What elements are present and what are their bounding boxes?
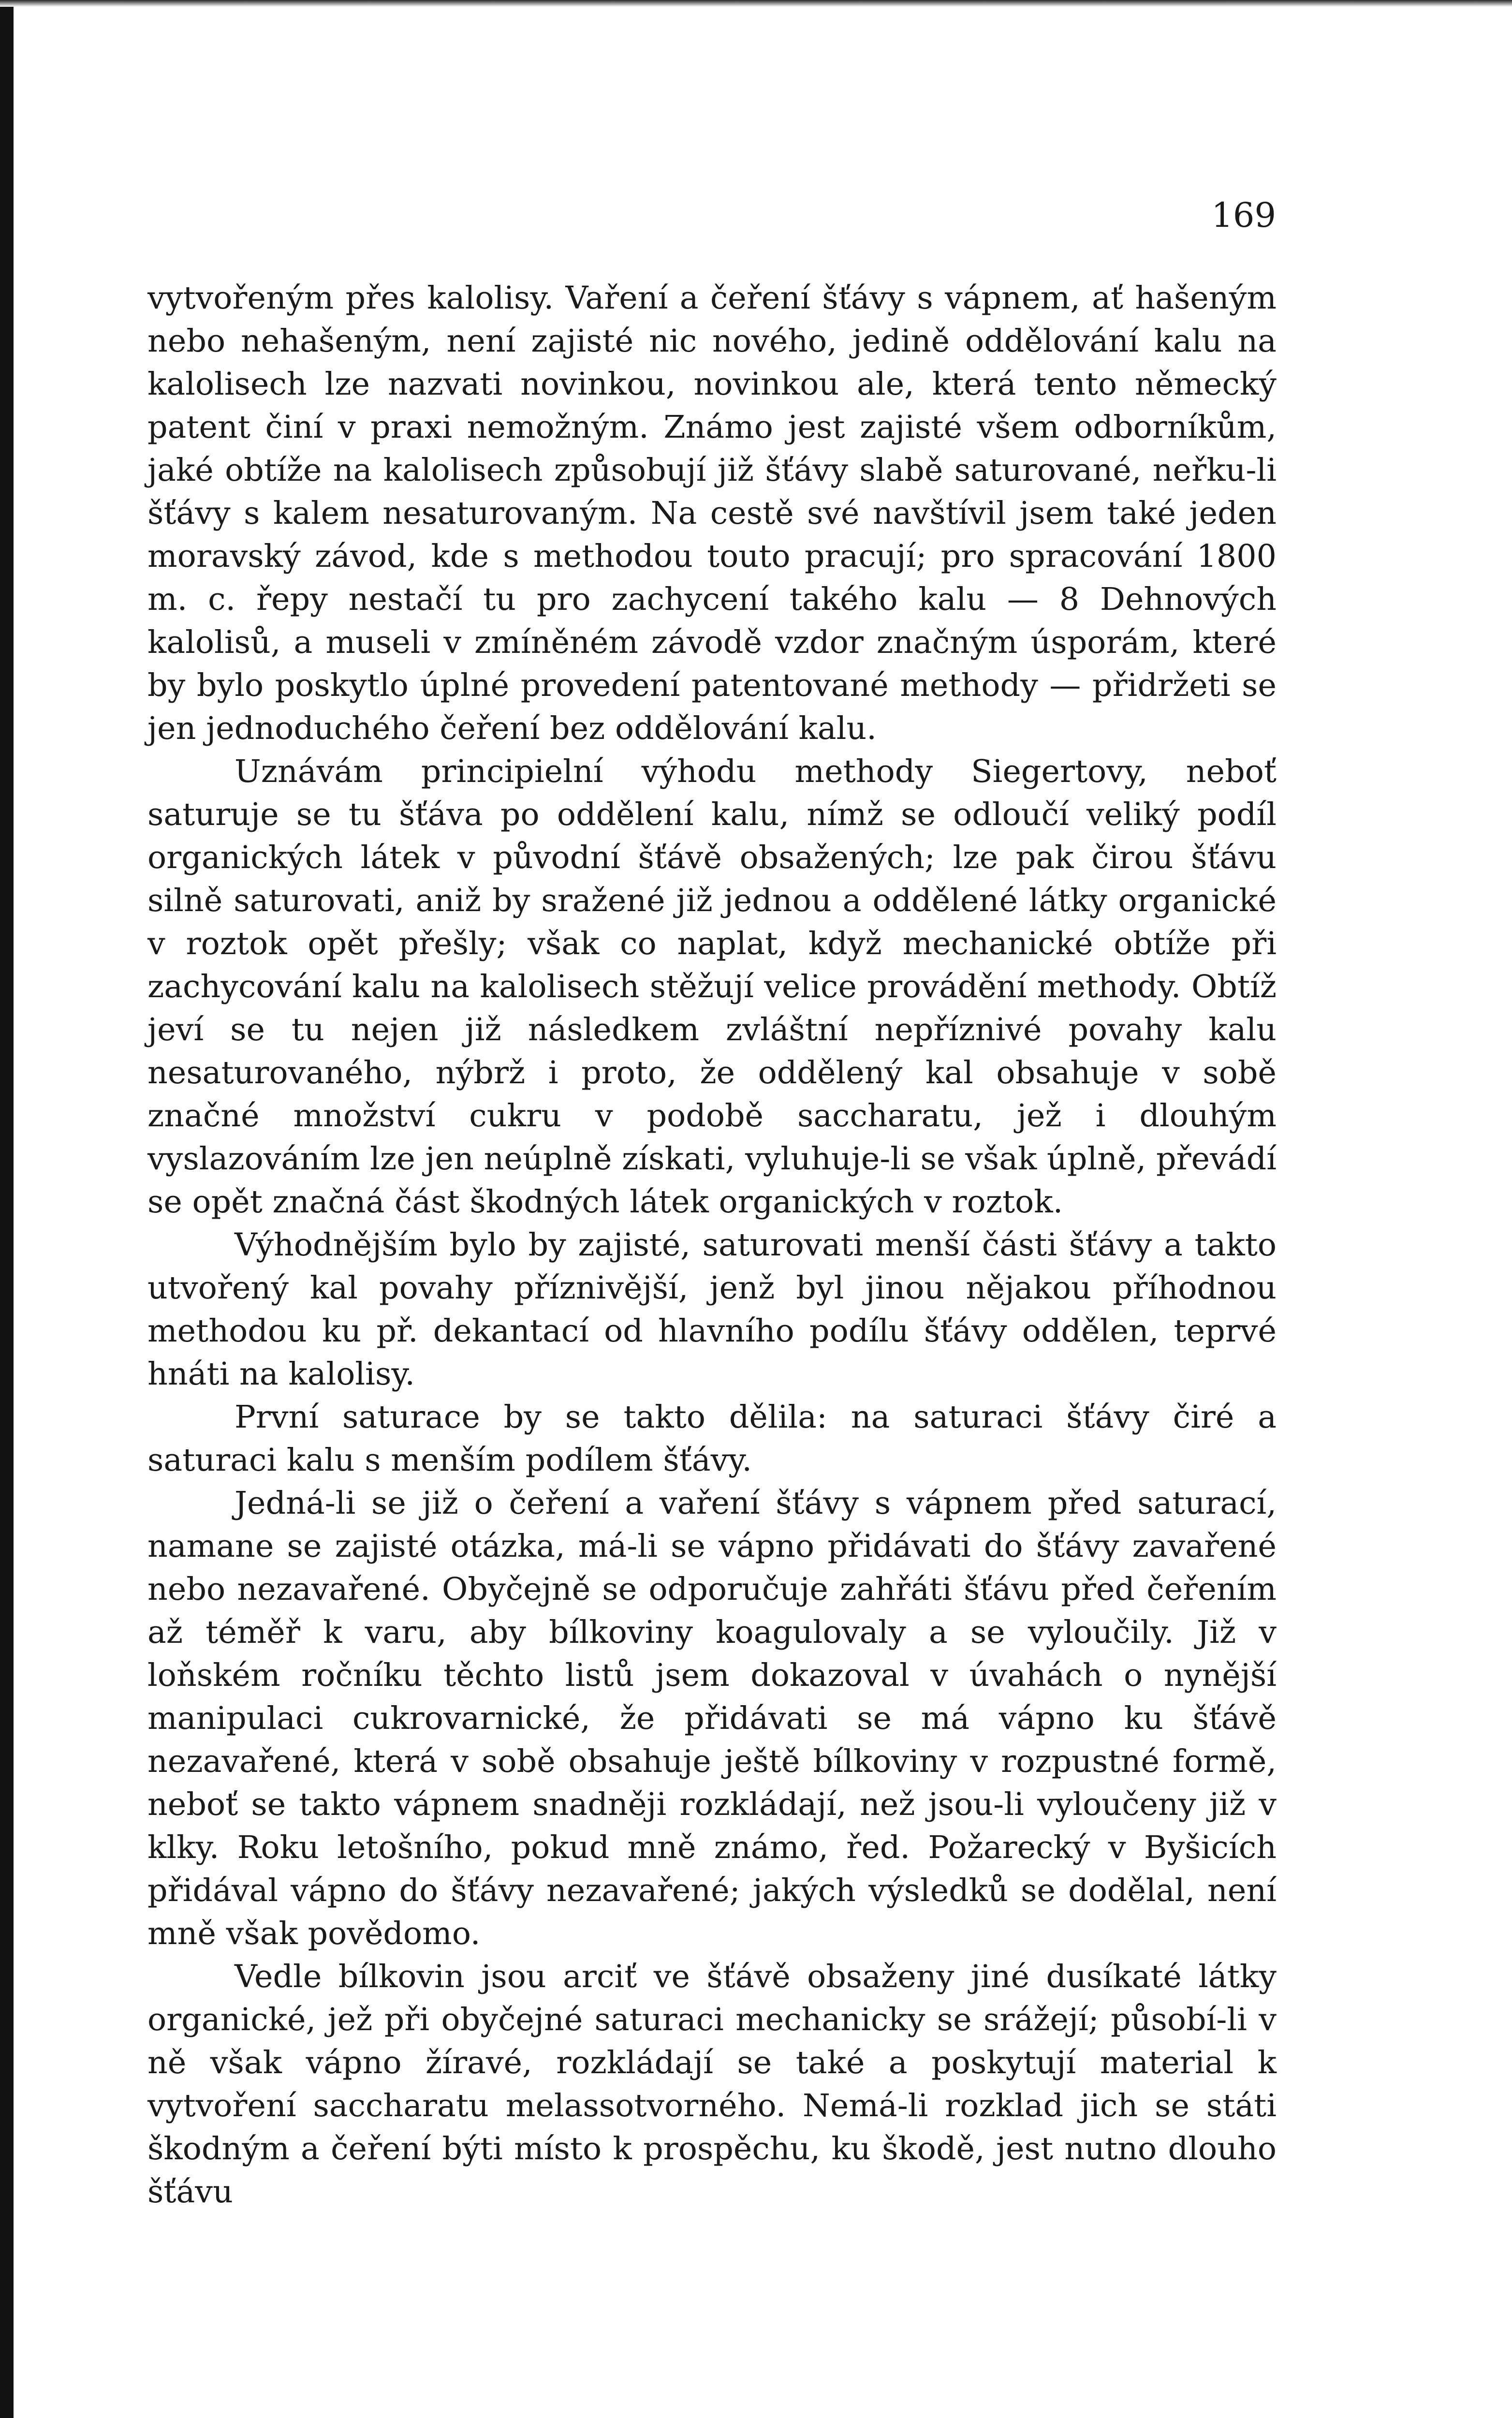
paragraph-3: Výhodnějším bylo by zajisté, saturovati menší části šťávy a takto utvořený kal povahy příznivější, jenž byl jinou nějakou příhodnou methodou ku př. dekantací od hlavního podílu šťávy oddělen, teprvé hnáti na kalolisy. [147,1227,1277,1392]
paragraph-4: První saturace by se takto dělila: na saturaci šťávy čiré a saturaci kalu s menším podílem šťávy. [147,1399,1277,1478]
body-text [147,277,1277,2213]
paragraph-2: Uznávám principielní výhodu methody Siegertovy, neboť saturuje se tu šťáva po oddělení kalu, nímž se odloučí veliký podíl organických látek v původní šťávě obsažených; lze pak čirou šťávu silně saturovati, aniž by sražené již jednou a oddělené látky organické v roztok opět přešly; však co naplat, když mechanické obtíže při zachycování kalu na kalolisech stěžují velice provádění methody. Obtíž jeví se tu nejen již následkem zvláštní nepříznivé povahy kalu nesaturovaného, nýbrž i proto, že oddělený kal obsahuje v sobě značné množství cukru v podobě saccharatu, jež i dlouhým vyslazováním lze jen neúplně získati, vyluhuje-li se však úplně, převádí se opět značná část škodných látek organických v roztok. [147,753,1277,1220]
paragraph-6: Vedle bílkovin jsou arciť ve šťávě obsaženy jiné dusíkaté látky organické, jež při obyčejné saturaci mechanicky se srážejí; působí-li v ně však vápno žíravé, rozkládají se také a poskytují material k vytvoření saccharatu melassotvorného. Nemá-li rozklad jich se státi škodným a čeření býti místo k prospěchu, ku škodě, jest nutno dlouho šťávu [147,1959,1277,2210]
paragraph-5: Jedná-li se již o čeření a vaření šťávy s vápnem před saturací, namane se zajisté otázka, má-li se vápno přidávati do šťávy zavařené nebo nezavařené. Obyčejně se odporučuje zahřáti šťávu před čeřením až téměř k varu, aby bílkoviny koagulovaly a se vyloučily. Již v loňském ročníku těchto listů jsem dokazoval v úvahách o nynější manipulaci cukrovarnické, že přidávati se má vápno ku šťávě nezavařené, která v sobě obsahuje ještě bílkoviny v rozpustné formě, neboť se takto vápnem snadněji rozkládají, než jsou-li vyloučeny již v klky. Roku letošního, pokud mně známo, řed. Požarecký v Byšicích přidával vápno do šťávy nezavařené; jakých výsledků se dodělal, není mně však povědomo. [147,1485,1277,1952]
scan-top-edge [0,0,1512,7]
scan-left-edge [0,0,14,2418]
page-number: 169 [1211,195,1276,235]
paragraph-1: vytvořeným přes kalolisy. Vaření a čeření šťávy s vápnem, ať hašeným nebo nehašeným, není zajisté nic nového, jedině oddělování kalu na kalolisech lze nazvati novinkou, novinkou ale, která tento německý patent činí v praxi nemožným. Známo jest zajisté všem odborníkům, jaké obtíže na kalolisech způsobují již šťávy slabě saturované, neřku-li šťávy s kalem nesaturovaným. Na cestě své navštívil jsem také jeden moravský závod, kde s methodou touto pracují; pro spracování 1800 m. c. řepy nestačí tu pro zachycení takého kalu — 8 Dehnových kalolisů, a museli v zmíněném závodě vzdor značným úsporám, které by bylo poskytlo úplné provedení patentované methody — přidržeti se jen jednoduchého čeření bez oddělování kalu. [147,280,1277,747]
